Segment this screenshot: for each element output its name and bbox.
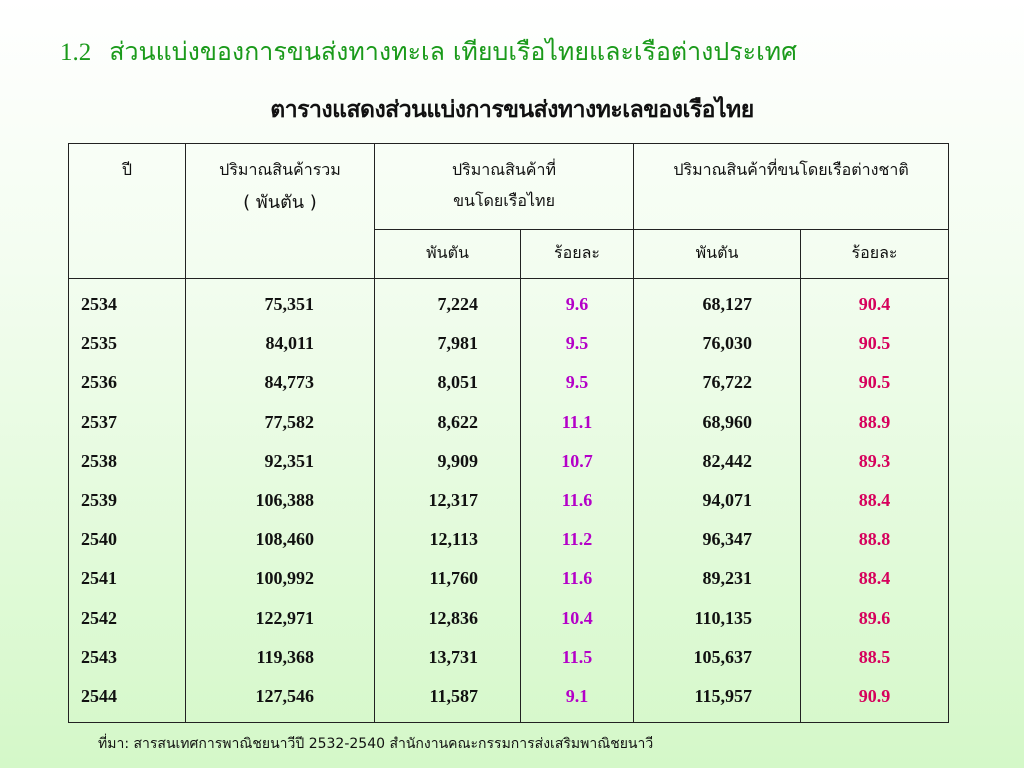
cell-thai-tons: 7,981 <box>375 324 521 363</box>
cell-total: 108,460 <box>186 520 375 559</box>
header-total: ปริมาณสินค้ารวม ( พันตัน ) <box>186 144 375 279</box>
table-row <box>69 559 949 598</box>
cell-foreign-tons: 82,442 <box>634 442 801 481</box>
cell-foreign-tons: 76,030 <box>634 324 801 363</box>
cell-thai-tons: 7,224 <box>375 279 521 325</box>
cell-foreign-tons: 96,347 <box>634 520 801 559</box>
cell-foreign-percent: 89.6 <box>801 599 949 638</box>
cell-thai-percent: 11.6 <box>521 481 634 520</box>
cell-year: 2534 <box>69 279 186 325</box>
table-row <box>69 324 949 363</box>
cell-thai-tons: 9,909 <box>375 442 521 481</box>
cell-foreign-percent: 88.9 <box>801 403 949 442</box>
table-body <box>69 279 949 723</box>
section-heading <box>60 32 797 72</box>
header-foreign-percent: ร้อยละ <box>801 230 949 279</box>
cell-thai-tons: 11,587 <box>375 677 521 723</box>
header-thai: ปริมาณสินค้าที่ ขนโดยเรือไทย <box>375 144 634 230</box>
cell-foreign-percent: 90.5 <box>801 324 949 363</box>
cell-total: 77,582 <box>186 403 375 442</box>
section-title: ส่วนแบ่งของการขนส่งทางทะเล เทียบเรือไทยและเรือต่างประเทศ <box>109 37 798 66</box>
cell-foreign-percent: 88.8 <box>801 520 949 559</box>
cell-thai-tons: 8,051 <box>375 363 521 402</box>
source-note: ที่มา: สารสนเทศการพาณิชยนาวีปี 2532-2540 สำนักงานคณะกรรมการส่งเสริมพาณิชยนาวี <box>98 736 654 752</box>
table-row <box>69 677 949 723</box>
cell-year: 2538 <box>69 442 186 481</box>
cell-thai-percent: 11.6 <box>521 559 634 598</box>
cell-thai-percent: 10.7 <box>521 442 634 481</box>
cell-year: 2544 <box>69 677 186 723</box>
cell-foreign-percent: 88.4 <box>801 559 949 598</box>
cell-thai-tons: 8,622 <box>375 403 521 442</box>
cell-foreign-percent: 90.5 <box>801 363 949 402</box>
cell-thai-percent: 10.4 <box>521 599 634 638</box>
cell-year: 2542 <box>69 599 186 638</box>
cell-total: 75,351 <box>186 279 375 325</box>
table-row <box>69 403 949 442</box>
cell-total: 92,351 <box>186 442 375 481</box>
shipping-share-table <box>68 143 949 723</box>
cell-year: 2535 <box>69 324 186 363</box>
cell-foreign-percent: 88.4 <box>801 481 949 520</box>
header-foreign-tons: พันตัน <box>634 230 801 279</box>
cell-thai-percent: 11.5 <box>521 638 634 677</box>
cell-thai-tons: 13,731 <box>375 638 521 677</box>
section-number: 1.2 <box>60 39 92 66</box>
cell-year: 2543 <box>69 638 186 677</box>
cell-foreign-percent: 90.9 <box>801 677 949 723</box>
cell-foreign-tons: 94,071 <box>634 481 801 520</box>
cell-thai-percent: 9.5 <box>521 363 634 402</box>
cell-thai-percent: 11.2 <box>521 520 634 559</box>
table-row <box>69 442 949 481</box>
cell-year: 2537 <box>69 403 186 442</box>
table-row <box>69 279 949 325</box>
cell-total: 84,773 <box>186 363 375 402</box>
cell-foreign-tons: 89,231 <box>634 559 801 598</box>
table-title: ตารางแสดงส่วนแบ่งการขนส่งทางทะเลของเรือไทย <box>270 97 754 123</box>
header-foreign: ปริมาณสินค้าที่ขนโดยเรือต่างชาติ <box>634 144 949 230</box>
cell-thai-percent: 9.1 <box>521 677 634 723</box>
cell-foreign-tons: 105,637 <box>634 638 801 677</box>
cell-year: 2541 <box>69 559 186 598</box>
header-year: ปี <box>69 144 186 279</box>
cell-thai-percent: 11.1 <box>521 403 634 442</box>
cell-total: 119,368 <box>186 638 375 677</box>
table-row <box>69 638 949 677</box>
table-row <box>69 520 949 559</box>
cell-year: 2540 <box>69 520 186 559</box>
cell-foreign-tons: 68,960 <box>634 403 801 442</box>
table-row <box>69 599 949 638</box>
cell-foreign-tons: 110,135 <box>634 599 801 638</box>
cell-total: 100,992 <box>186 559 375 598</box>
table-row <box>69 363 949 402</box>
cell-thai-percent: 9.6 <box>521 279 634 325</box>
cell-foreign-tons: 68,127 <box>634 279 801 325</box>
cell-thai-tons: 12,113 <box>375 520 521 559</box>
header-thai-tons: พันตัน <box>375 230 521 279</box>
cell-foreign-percent: 89.3 <box>801 442 949 481</box>
cell-foreign-percent: 88.5 <box>801 638 949 677</box>
cell-thai-tons: 12,317 <box>375 481 521 520</box>
cell-thai-tons: 11,760 <box>375 559 521 598</box>
cell-total: 122,971 <box>186 599 375 638</box>
cell-foreign-percent: 90.4 <box>801 279 949 325</box>
cell-year: 2539 <box>69 481 186 520</box>
cell-thai-tons: 12,836 <box>375 599 521 638</box>
cell-year: 2536 <box>69 363 186 402</box>
cell-thai-percent: 9.5 <box>521 324 634 363</box>
cell-total: 127,546 <box>186 677 375 723</box>
cell-foreign-tons: 115,957 <box>634 677 801 723</box>
table-row <box>69 481 949 520</box>
cell-foreign-tons: 76,722 <box>634 363 801 402</box>
cell-total: 106,388 <box>186 481 375 520</box>
cell-total: 84,011 <box>186 324 375 363</box>
header-thai-percent: ร้อยละ <box>521 230 634 279</box>
